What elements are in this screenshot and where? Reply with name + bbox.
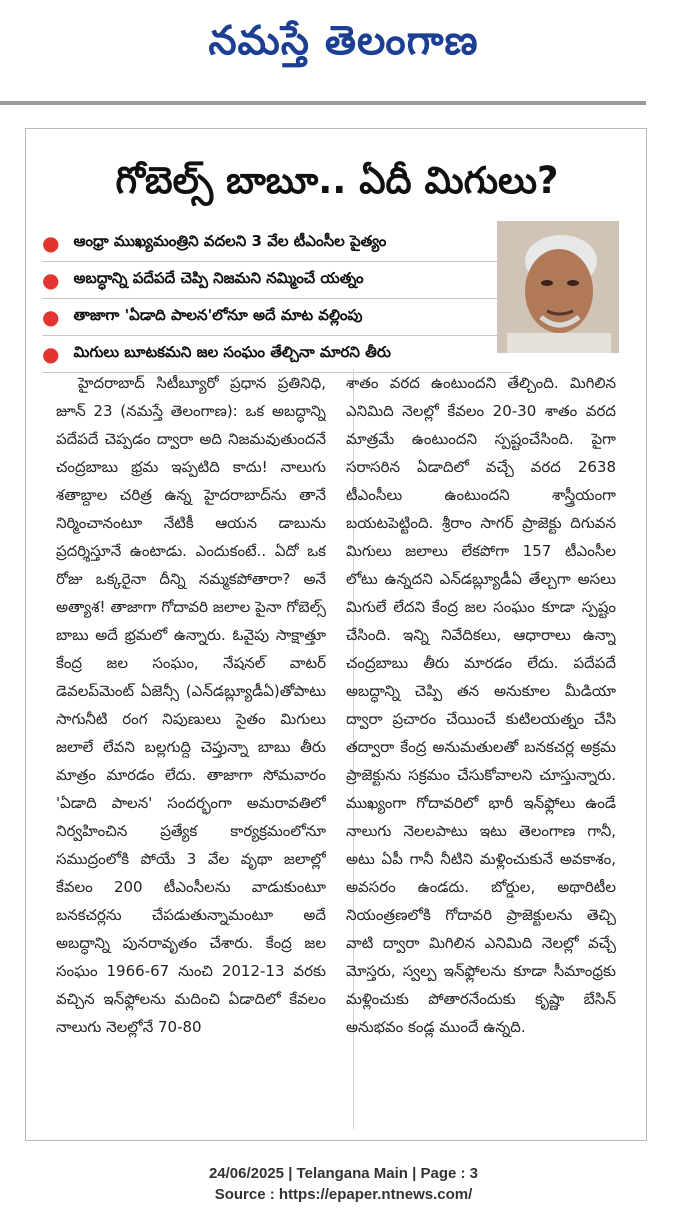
article-headline: గోబెల్స్ బాబూ.. ఏదీ మిగులు?: [115, 159, 559, 202]
bullet-icon: ●: [42, 231, 60, 255]
article-column-left: [56, 369, 326, 1129]
portrait-photo: [497, 221, 619, 353]
subheadline-text: అబద్ధాన్ని పదేపదే చెప్పి నిజమని నమ్మించే యత్నం: [73, 269, 364, 287]
subheadline-item: [42, 225, 512, 262]
bullet-icon: ●: [42, 268, 60, 292]
footer-date-line: 24/06/2025 | Telangana Main | Page : 3: [208, 1165, 479, 1182]
subheadline-item: [42, 262, 512, 299]
subheadline-text: తాజాగా 'ఏడాది పాలన'లోనూ అదే మాట వల్లింపు: [73, 306, 363, 324]
subheadline-item: [42, 336, 512, 373]
article-paragraph: హైదరాబాద్ సిటీబ్యూరో ప్రధాన ప్రతినిధి, జూన్ 23 (నమస్తే తెలంగాణ): ఒక అబద్ధాన్ని పదేపదే చెప్పడం ద్వారా అది నిజమవుతుందనే చంద్రబాబు భ్రమ ఇప్పటిది కాదు! నాలుగు శతాబ్దాల చరిత్ర ఉన్న హైదరాబాద్‌ను తానే నిర్మించానంటూ నేటికీ ఆయన డాబును ప్రదర్శిస్తూనే ఉంటాడు. ఎందుకంటే.. ఏదో ఒక రోజు ఒక్కరైనా దీన్ని నమ్మకపోతారా? అనే అత్యాశ! తాజాగా గోదావరి జలాల పైనా గోబెల్స్ బాబు అదే భ్రమలో ఉన్నారు. ఓవైపు సాక్షాత్తూ కేంద్ర జల సంఘం, నేషనల్ వాటర్ డెవలప్‌మెంట్ ఏజెన్సీ (ఎన్‌డబ్ల్యూడీఏ)తోపాటు సాగునీటి రంగ నిపుణులు సైతం మిగులు జలాలే లేవని బల్లగుద్ది చెప్తున్నా బాబు తీరు మాత్రం మారడం లేదు. తాజాగా సోమవారం 'ఏడాది పాలన' సందర్భంగా అమరావతిలో నిర్వహించిన ప్రత్యేక కార్యక్రమంలోనూ సముద్రంలోకి పోయే 3 వేల వృథా జలాల్లో కేవలం 200 టీఎంసీలను వాడుకుంటూ బనకచర్లను చేపడుతున్నామంటూ అదే అబద్ధాన్ని పునరావృతం చేశారు. కేంద్ర జల సంఘం 1966-67 నుంచి 2012-13 వరకు వచ్చిన ఇన్‌ఫ్లోలను మదించి ఏడాదిలో కేవలం నాలుగు నెలల్లోనే 70-80: [56, 374, 326, 1036]
masthead: [0, 0, 687, 92]
subheadline-text: మిగులు బూటకమని జల సంఘం తేల్చినా మారని తీరు: [73, 343, 391, 361]
subheadline-list: [42, 225, 512, 373]
article-body: [56, 369, 616, 1129]
article-paragraph: శాతం వరద ఉంటుందని తేల్చింది. మిగిలిన ఎనిమిది నెలల్లో కేవలం 20-30 శాతం వరద మాత్రమే ఉంటుందని స్పష్టంచేసింది. పైగా సరాసరిన ఏడాదిలో వచ్చే వరద 2638 టీఎంసీలు ఉంటుందని శాస్త్రీయంగా బయటపెట్టింది. శ్రీరాం సాగర్ ప్రాజెక్టు దిగువన మిగులు జలాలు లేకపోగా 157 టీఎంసీల లోటు ఉన్నదని ఎన్‌డబ్ల్యూడీఏ తేల్చగా అసలు మిగులే లేదని కేంద్ర జల సంఘం కూడా స్పష్టం చేసింది. ఇన్ని నివేదికలు, ఆధారాలు ఉన్నా చంద్రబాబు తీరు మారడం లేదు. పదేపదే అబద్ధాన్ని చెప్పి తన అనుకూల మీడియా ద్వారా ప్రచారం చేయించే కుటిలయత్నం చేసి తద్వారా కేంద్ర అనుమతులతో బనకచర్ల అక్రమ ప్రాజెక్టును సక్రమం చేసుకోవాలని చూస్తున్నారు. ముఖ్యంగా గోదావరిలో భారీ ఇన్‌ఫ్లోలు ఉండే నాలుగు నెలలపాటు ఇటు తెలంగాణ గానీ, అటు ఏపీ గానీ నీటిని మళ్లించుకునే అవకాశం, అవసరం ఉండదు. బోర్డుల, అథారిటీల నియంత్రణలోకి గోదావరి ప్రాజెక్టులను తెచ్చి వాటి ద్వారా మిగిలిన ఎనిమిది నెలల్లో వచ్చే మోస్తరు, స్వల్ప ఇన్‌ఫ్లోలను కూడా సీమాంధ్రకు మళ్లించుకు పోతారనేందుకు కృష్ణా బేసిన్ అనుభవం కండ్ల ముందే ఉన్నది.: [346, 374, 616, 1036]
footer-source-link[interactable]: Source : https://epaper.ntnews.com/: [214, 1186, 473, 1203]
article-column-right: [346, 369, 616, 1129]
footer: [0, 1163, 687, 1205]
article-clipping: [25, 128, 647, 1141]
subheadline-item: [42, 299, 512, 336]
newspaper-logo: నమస్తే తెలంగాణ: [208, 18, 479, 64]
masthead-divider: [0, 101, 646, 105]
bullet-icon: ●: [42, 305, 60, 329]
bullet-icon: ●: [42, 342, 60, 366]
subheadline-text: ఆంధ్రా ముఖ్యమంత్రిని వదలని 3 వేల టీఎంసీల పైత్యం: [73, 232, 387, 250]
